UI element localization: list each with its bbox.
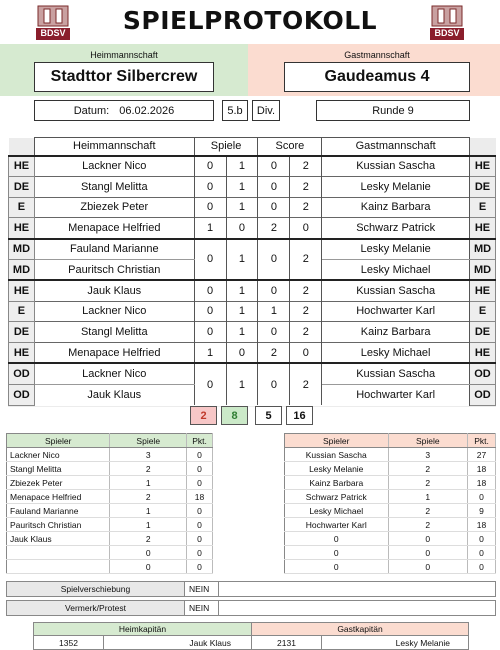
- stats-games: 3: [110, 448, 187, 462]
- match-code: OD: [470, 384, 496, 405]
- away-team-name: Gaudeamus 4: [284, 62, 470, 92]
- match-code: DE: [9, 322, 35, 343]
- match-row: [9, 363, 496, 384]
- stats-row: [285, 546, 496, 560]
- match-code: DE: [470, 322, 496, 343]
- match-row: [9, 239, 496, 260]
- stats-pts: 27: [468, 448, 496, 462]
- home-stats-table: [6, 433, 213, 574]
- stats-row: [285, 462, 496, 476]
- match-code: HE: [9, 156, 35, 177]
- match-code: DE: [9, 176, 35, 197]
- logo-text: BDSV: [40, 28, 66, 38]
- matches-header-score: Score: [258, 138, 322, 156]
- home-score: 2: [258, 218, 290, 239]
- stats-row: [7, 490, 213, 504]
- stats-games: 0: [388, 560, 468, 574]
- away-stats-table: [284, 433, 496, 574]
- home-captain-id: 1352: [34, 636, 104, 649]
- stats-pts: 0: [187, 546, 213, 560]
- away-team-label: Gastmannschaft: [344, 50, 410, 60]
- header-spacer: [9, 138, 35, 156]
- match-row: [9, 343, 496, 364]
- stats-pts: 18: [468, 476, 496, 490]
- total-home-games: 2: [190, 406, 217, 425]
- match-row: [9, 280, 496, 301]
- stats-player: Fauland Marianne: [7, 504, 110, 518]
- home-player: Jauk Klaus: [34, 280, 194, 301]
- match-code: E: [9, 301, 35, 322]
- stats-row: [285, 476, 496, 490]
- stats-header-pts: Pkt.: [468, 434, 496, 448]
- protest-row: [6, 600, 496, 616]
- page-title: SPIELPROTOKOLL: [122, 6, 378, 35]
- away-score: 2: [290, 176, 322, 197]
- match-code: HE: [9, 343, 35, 364]
- away-player: Kussian Sascha: [322, 363, 470, 384]
- match-code: HE: [9, 280, 35, 301]
- matches-header-home: Heimmannschaft: [34, 138, 194, 156]
- stats-player: [7, 546, 110, 560]
- home-score: 0: [258, 197, 290, 218]
- stats-games: 2: [388, 476, 468, 490]
- match-code: MD: [9, 259, 35, 280]
- stats-row: [285, 518, 496, 532]
- away-games: 0: [226, 218, 258, 239]
- match-code: HE: [470, 156, 496, 177]
- stats-pts: 9: [468, 504, 496, 518]
- match-code: HE: [470, 218, 496, 239]
- home-player: Lackner Nico: [34, 301, 194, 322]
- match-code: OD: [9, 363, 35, 384]
- home-player: Stangl Melitta: [34, 322, 194, 343]
- home-player: Stangl Melitta: [34, 176, 194, 197]
- stats-player: Jauk Klaus: [7, 532, 110, 546]
- stats-games: 3: [388, 448, 468, 462]
- matches-header-games: Spiele: [194, 138, 258, 156]
- captains-block: [33, 622, 469, 650]
- away-games: 1: [226, 239, 258, 281]
- postponement-note: [219, 582, 495, 596]
- stats-header-games: Spiele: [388, 434, 468, 448]
- away-captain-id: 2131: [252, 636, 322, 649]
- away-player: Kussian Sascha: [322, 156, 470, 177]
- stats-row: [7, 560, 213, 574]
- stats-games: 2: [110, 462, 187, 476]
- stats-pts: 0: [468, 546, 496, 560]
- home-score: 2: [258, 343, 290, 364]
- stats-header-games: Spiele: [110, 434, 187, 448]
- stats-pts: 0: [468, 532, 496, 546]
- stats-games: 0: [110, 546, 187, 560]
- away-player: Lesky Michael: [322, 259, 470, 280]
- home-team-name: Stadttor Silbercrew: [34, 62, 214, 92]
- home-player: Jauk Klaus: [34, 384, 194, 405]
- away-score: 2: [290, 280, 322, 301]
- matches-table: [8, 137, 496, 406]
- stats-player: 0: [285, 546, 389, 560]
- home-player: Pauritsch Christian: [34, 259, 194, 280]
- stats-pts: 0: [187, 448, 213, 462]
- header-spacer: [470, 138, 496, 156]
- away-score: 2: [290, 301, 322, 322]
- stats-pts: 0: [187, 462, 213, 476]
- protest-label: Vermerk/Protest: [7, 601, 185, 615]
- stats-pts: 0: [187, 476, 213, 490]
- home-player: Fauland Marianne: [34, 239, 194, 260]
- match-code: E: [9, 197, 35, 218]
- stats-pts: 0: [468, 490, 496, 504]
- stats-row: [7, 476, 213, 490]
- home-captain-label: Heimkapitän: [34, 623, 252, 636]
- stats-header-pts: Pkt.: [187, 434, 213, 448]
- away-captain-name: Lesky Melanie: [395, 637, 450, 648]
- match-code: HE: [470, 280, 496, 301]
- away-score: 2: [290, 239, 322, 281]
- away-games: 1: [226, 176, 258, 197]
- away-score: 2: [290, 322, 322, 343]
- stats-games: 2: [388, 504, 468, 518]
- home-score: 1: [258, 301, 290, 322]
- home-games: 0: [194, 322, 226, 343]
- stats-player: Lesky Melanie: [285, 462, 389, 476]
- home-score: 0: [258, 239, 290, 281]
- match-code: OD: [470, 363, 496, 384]
- round-field: Runde 9: [316, 100, 470, 121]
- match-row: [9, 156, 496, 177]
- stats-player: Lesky Michael: [285, 504, 389, 518]
- match-code: DE: [470, 176, 496, 197]
- date-value: 06.02.2026: [119, 104, 175, 117]
- stats-player: [7, 560, 110, 574]
- stats-games: 2: [110, 490, 187, 504]
- match-code: E: [470, 301, 496, 322]
- stats-games: 2: [388, 462, 468, 476]
- stats-player: Zbiezek Peter: [7, 476, 110, 490]
- away-games: 1: [226, 197, 258, 218]
- stats-row: [7, 462, 213, 476]
- home-team-label: Heimmannschaft: [90, 50, 158, 60]
- home-player: Menapace Helfried: [34, 218, 194, 239]
- total-home-score: 5: [255, 406, 282, 425]
- match-row: [9, 322, 496, 343]
- away-games: 1: [226, 280, 258, 301]
- away-player: Hochwarter Karl: [322, 301, 470, 322]
- away-games: 1: [226, 363, 258, 405]
- home-score: 0: [258, 176, 290, 197]
- home-score: 0: [258, 156, 290, 177]
- stats-games: 2: [110, 532, 187, 546]
- stats-games: 2: [388, 518, 468, 532]
- away-captain-label: Gastkapitän: [252, 623, 468, 636]
- home-games: 1: [194, 343, 226, 364]
- stats-row: [7, 518, 213, 532]
- stats-pts: 18: [468, 462, 496, 476]
- division-value: 5.b: [222, 100, 248, 121]
- match-code: HE: [470, 343, 496, 364]
- match-row: [9, 218, 496, 239]
- stats-player: Lackner Nico: [7, 448, 110, 462]
- match-code: OD: [9, 384, 35, 405]
- protest-value: NEIN: [185, 601, 219, 615]
- match-code: MD: [470, 259, 496, 280]
- stats-pts: 0: [187, 518, 213, 532]
- date-field: [34, 100, 214, 121]
- stats-pts: 0: [468, 560, 496, 574]
- stats-pts: 0: [187, 560, 213, 574]
- stats-row: [7, 448, 213, 462]
- away-player: Lesky Melanie: [322, 176, 470, 197]
- away-player: Kussian Sascha: [322, 280, 470, 301]
- match-row: [9, 176, 496, 197]
- away-player: Kainz Barbara: [322, 322, 470, 343]
- away-player: Lesky Michael: [322, 343, 470, 364]
- away-score: 0: [290, 343, 322, 364]
- stats-row: [7, 546, 213, 560]
- total-away-games: 8: [221, 406, 248, 425]
- stats-player: Menapace Helfried: [7, 490, 110, 504]
- match-code: MD: [9, 239, 35, 260]
- home-player: Zbiezek Peter: [34, 197, 194, 218]
- away-player: Schwarz Patrick: [322, 218, 470, 239]
- postponement-value: NEIN: [185, 582, 219, 596]
- stats-player: Kainz Barbara: [285, 476, 389, 490]
- home-score: 0: [258, 322, 290, 343]
- stats-games: 0: [388, 546, 468, 560]
- stats-row: [285, 448, 496, 462]
- match-row: [9, 197, 496, 218]
- home-games: 0: [194, 156, 226, 177]
- stats-games: 1: [388, 490, 468, 504]
- away-score: 2: [290, 156, 322, 177]
- home-captain-name: Jauk Klaus: [104, 636, 252, 649]
- stats-pts: 18: [468, 518, 496, 532]
- away-player: Kainz Barbara: [322, 197, 470, 218]
- stats-pts: 18: [187, 490, 213, 504]
- home-score: 0: [258, 363, 290, 405]
- stats-header-player: Spieler: [7, 434, 110, 448]
- stats-row: [285, 560, 496, 574]
- away-games: 1: [226, 301, 258, 322]
- stats-player: Stangl Melitta: [7, 462, 110, 476]
- stats-games: 0: [110, 560, 187, 574]
- home-games: 0: [194, 363, 226, 405]
- match-code: MD: [470, 239, 496, 260]
- away-player: Hochwarter Karl: [322, 384, 470, 405]
- postponement-label: Spielverschiebung: [7, 582, 185, 596]
- home-player: Lackner Nico: [34, 363, 194, 384]
- stats-player: Hochwarter Karl: [285, 518, 389, 532]
- home-score: 0: [258, 280, 290, 301]
- stats-player: 0: [285, 532, 389, 546]
- protest-note: [219, 601, 495, 615]
- home-games: 0: [194, 176, 226, 197]
- home-games: 0: [194, 301, 226, 322]
- logo-text: BDSV: [434, 28, 460, 38]
- date-label: Datum:: [73, 104, 110, 117]
- match-code: HE: [9, 218, 35, 239]
- stats-row: [7, 532, 213, 546]
- away-score: 0: [290, 218, 322, 239]
- postponement-row: [6, 581, 496, 597]
- stats-games: 1: [110, 518, 187, 532]
- match-code: E: [470, 197, 496, 218]
- away-games: 1: [226, 156, 258, 177]
- stats-games: 1: [110, 476, 187, 490]
- stats-player: Kussian Sascha: [285, 448, 389, 462]
- stats-row: [285, 504, 496, 518]
- match-row: [9, 301, 496, 322]
- away-score: 2: [290, 197, 322, 218]
- away-games: 0: [226, 343, 258, 364]
- away-score: 2: [290, 363, 322, 405]
- home-games: 1: [194, 218, 226, 239]
- home-games: 0: [194, 239, 226, 281]
- away-games: 1: [226, 322, 258, 343]
- home-player: Menapace Helfried: [34, 343, 194, 364]
- home-games: 0: [194, 280, 226, 301]
- stats-row: [285, 532, 496, 546]
- stats-games: 1: [110, 504, 187, 518]
- stats-pts: 0: [187, 504, 213, 518]
- home-player: Lackner Nico: [34, 156, 194, 177]
- stats-header-player: Spieler: [285, 434, 389, 448]
- matches-header-away: Gastmannschaft: [322, 138, 470, 156]
- division-label: Div.: [252, 100, 280, 121]
- stats-row: [7, 504, 213, 518]
- stats-player: Pauritsch Christian: [7, 518, 110, 532]
- away-player: Lesky Melanie: [322, 239, 470, 260]
- stats-pts: 0: [187, 532, 213, 546]
- home-games: 0: [194, 197, 226, 218]
- stats-games: 0: [388, 532, 468, 546]
- total-away-score: 16: [286, 406, 313, 425]
- stats-row: [285, 490, 496, 504]
- stats-player: 0: [285, 560, 389, 574]
- stats-player: Schwarz Patrick: [285, 490, 389, 504]
